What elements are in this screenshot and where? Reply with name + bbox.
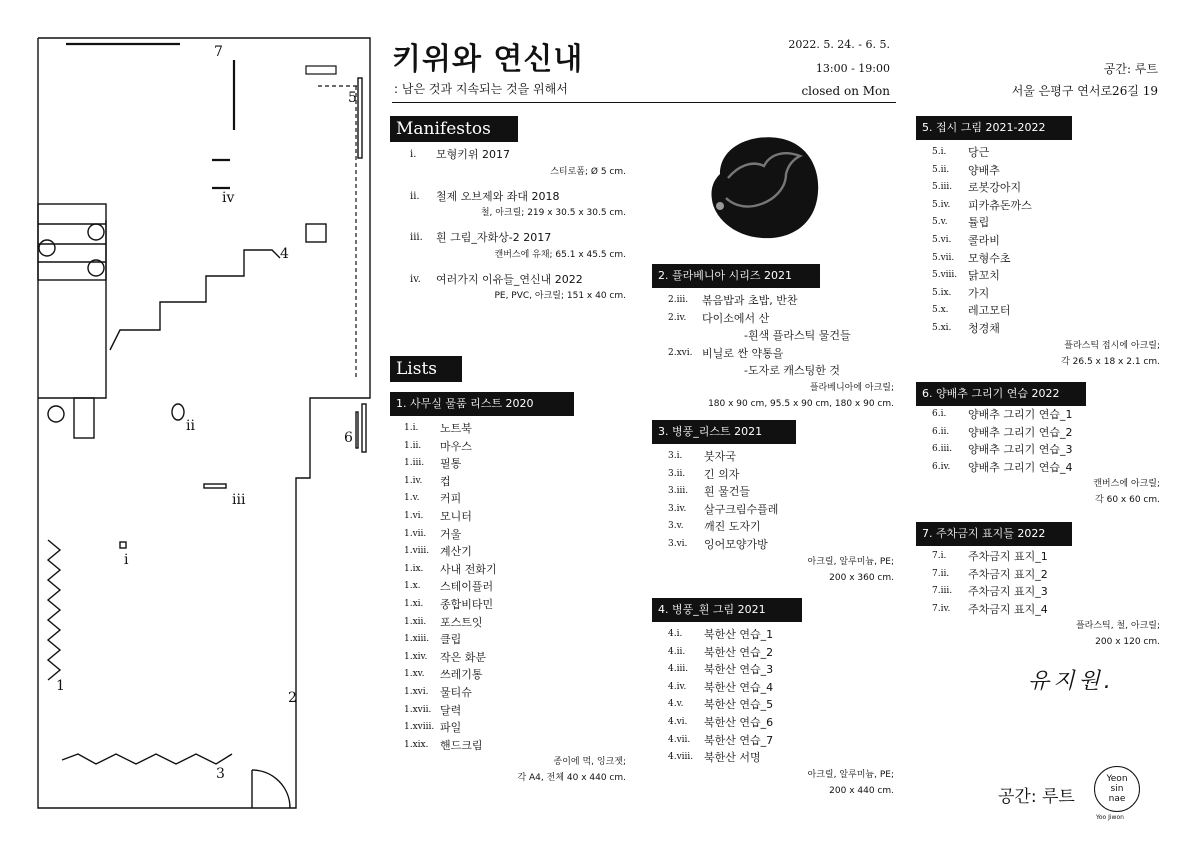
- item-number: 3.vi.: [668, 538, 688, 549]
- floor-label-4: 4: [280, 246, 289, 262]
- floor-plan-inner-wall: [38, 220, 106, 398]
- list-item: [404, 473, 626, 491]
- item-label: 거울: [440, 527, 462, 541]
- item-label: 가지: [968, 286, 990, 300]
- manifesto-title: 흰 그림_자화상-2 2017: [436, 231, 552, 245]
- item-label: 모형수초: [968, 251, 1011, 265]
- item-number: 3.i.: [668, 451, 683, 461]
- list-item: [404, 596, 626, 614]
- list-item: [932, 162, 1160, 180]
- item-label: 쓰레기통: [440, 668, 483, 682]
- item-label: 물티슈: [440, 685, 472, 699]
- floor-label-2: 2: [288, 690, 297, 706]
- list-item: [404, 719, 626, 737]
- manifesto-title: 여러가지 이유들_연신내 2022: [436, 272, 583, 286]
- list-item: [404, 684, 626, 702]
- item-label: 볶음밥과 초밥, 반찬: [702, 294, 798, 307]
- yeonsinnae-logo: [1094, 766, 1140, 812]
- item-label: 작은 화분: [440, 650, 487, 664]
- item-number: 6.iv.: [932, 461, 951, 472]
- section-note-medium: 플라베니아에 아크릴;: [809, 382, 894, 393]
- item-number: 5.x.: [932, 305, 949, 316]
- manifesto-number: iv.: [410, 273, 421, 285]
- section-note-medium: 아크릴, 알루미늄, PE;: [807, 556, 894, 567]
- item-label: 북한산 연습_1: [704, 628, 774, 641]
- section3-heading: 3. 병풍_리스트 2021: [652, 420, 796, 444]
- list-item: [932, 302, 1160, 320]
- floor-label-1: 1: [56, 678, 65, 694]
- item-label: 청경채: [968, 321, 1000, 335]
- manifesto-item: [410, 229, 626, 263]
- list-item: [668, 644, 894, 662]
- floor-label-iii: iii: [232, 492, 246, 508]
- section6-list: [932, 406, 1160, 508]
- list-item: [932, 250, 1160, 268]
- item-number: 1.xix.: [404, 739, 429, 750]
- list-item: [404, 737, 626, 755]
- list-item: [404, 526, 626, 544]
- list-item: [932, 267, 1160, 285]
- floor-label-i: i: [124, 552, 129, 568]
- floor-label-ii: ii: [186, 418, 195, 434]
- section-note-size: 180 x 90 cm, 95.5 x 90 cm, 180 x 90 cm.: [708, 398, 894, 409]
- item-label: 필통: [440, 457, 462, 471]
- item-number: 2.xvi.: [668, 347, 693, 358]
- item-sub-label: -흰색 플라스틱 물건들: [744, 329, 851, 343]
- section-note-size: 각 60 x 60 cm.: [1095, 495, 1160, 506]
- section7-list: [932, 548, 1160, 650]
- item-number: 1.xvi.: [404, 686, 429, 697]
- floor-label-3: 3: [216, 766, 225, 782]
- section2-list: [668, 292, 894, 412]
- item-label: 커피: [440, 492, 462, 506]
- manifesto-row: [410, 146, 626, 164]
- item-number: 1.viii.: [404, 546, 430, 557]
- item-number: 1.ix.: [404, 563, 424, 574]
- manifesto-number: i.: [410, 149, 417, 160]
- section-note-size: 200 x 440 cm.: [829, 785, 894, 796]
- exhibition-subtitle: : 남은 것과 지속되는 것을 위해서: [394, 82, 568, 96]
- floor-label-5: 5: [348, 90, 357, 106]
- lists-heading: Lists: [390, 356, 462, 382]
- section-note-medium: 플라스틱 접시에 아크릴;: [1064, 340, 1160, 351]
- list-item: [932, 214, 1160, 232]
- footer-venue: 공간: 루트: [998, 787, 1075, 807]
- item-number: 6.ii.: [932, 426, 950, 437]
- item-label: 계산기: [440, 545, 472, 559]
- item-number: 1.v.: [404, 493, 420, 504]
- list-item: [932, 197, 1160, 215]
- list-item: [404, 702, 626, 720]
- list-item: [932, 320, 1160, 338]
- item-number: 3.ii.: [668, 468, 686, 479]
- item-label: 양배추 그리기 연습_2: [968, 425, 1073, 439]
- item-label: 노트북: [440, 422, 472, 435]
- manifesto-number: ii.: [410, 190, 420, 202]
- item-label: 닭꼬치: [968, 269, 1000, 283]
- item-label: 주차금지 표지_1: [968, 550, 1048, 563]
- section-note-medium: 캔버스에 아크릴;: [1093, 479, 1160, 490]
- floor-label-6: 6: [344, 430, 353, 446]
- manifesto-item: [410, 146, 626, 180]
- item-label: 마우스: [440, 439, 472, 453]
- item-label: 양배추 그리기 연습_1: [968, 408, 1073, 421]
- item-label: 북한산 연습_3: [704, 663, 774, 677]
- item-label: 피카츄돈까스: [968, 198, 1032, 212]
- list-item: [932, 179, 1160, 197]
- item-label: 양배추 그리기 연습_3: [968, 443, 1073, 457]
- section5-list: [932, 144, 1160, 370]
- list-item: [668, 292, 894, 310]
- list-item: [404, 578, 626, 596]
- list-item: [668, 626, 894, 644]
- venue-address: 서울 은평구 연서로26길 19: [1011, 84, 1158, 98]
- item-number: 1.iii.: [404, 458, 425, 469]
- logo-line-3: nae: [1108, 794, 1126, 804]
- list-item: [932, 566, 1160, 584]
- item-number: 1.vii.: [404, 528, 427, 539]
- item-number: 4.ii.: [668, 646, 686, 657]
- section6-heading: 6. 양배추 그리기 연습 2022: [916, 382, 1086, 406]
- item-number: 7.i.: [932, 551, 947, 561]
- item-number: 2.iv.: [668, 312, 687, 323]
- list-item: [668, 466, 894, 484]
- item-label: 당근: [968, 146, 990, 159]
- section-note-size: 200 x 360 cm.: [829, 572, 894, 583]
- list-item: [932, 441, 1160, 459]
- item-number: 1.x.: [404, 581, 421, 592]
- list-item: [404, 561, 626, 579]
- section2-heading: 2. 플라베니아 시리즈 2021: [652, 264, 820, 288]
- item-label: 튤립: [968, 216, 990, 230]
- item-number: 1.i.: [404, 423, 419, 433]
- item-label: 파일: [440, 721, 462, 735]
- item-number: 4.vi.: [668, 716, 688, 727]
- item-number: 5.xi.: [932, 322, 952, 333]
- manifesto-item: [410, 271, 626, 305]
- item-label: 북한산 연습_4: [704, 680, 774, 694]
- section-note-size: 각 A4, 전체 40 x 440 cm.: [517, 773, 626, 784]
- item-label: 핸드크림: [440, 738, 483, 752]
- item-label: 비닐로 싼 약통을: [702, 346, 784, 360]
- item-label: 잉어모양가방: [704, 537, 768, 551]
- list-item: [404, 455, 626, 473]
- list-item: [404, 614, 626, 632]
- item-number: 1.xiv.: [404, 651, 428, 662]
- item-label: 사내 전화기: [440, 562, 497, 576]
- item-number: 5.iii.: [932, 182, 953, 193]
- list-item: [932, 424, 1160, 442]
- exhibition-dates: 2022. 5. 24. - 6. 5.: [788, 38, 890, 51]
- item-label: 북한산 연습_6: [704, 715, 774, 729]
- item-number: 1.xvii.: [404, 704, 432, 715]
- item-label: 스테이플러: [440, 580, 494, 594]
- list-item: [932, 144, 1160, 162]
- item-label: 클립: [440, 633, 462, 647]
- item-label: 북한산 연습_2: [704, 645, 774, 659]
- manifesto-item: [410, 188, 626, 222]
- item-label: 긴 의자: [704, 467, 740, 481]
- manifesto-title: 철제 오브제와 좌대 2018: [436, 189, 560, 203]
- logo-line-2: sin: [1110, 784, 1124, 794]
- list-item: [668, 345, 894, 363]
- item-label: 흰 물건들: [704, 485, 751, 499]
- manifesto-row: [410, 229, 626, 247]
- section-note-medium: 종이에 먹, 잉크젯;: [553, 757, 626, 768]
- item-label: 로봇강아지: [968, 181, 1022, 195]
- item-label: 포스트잇: [440, 615, 483, 629]
- item-number: 4.iv.: [668, 681, 687, 692]
- section4-list: [668, 626, 894, 799]
- manifesto-row: [410, 188, 626, 206]
- item-label: 모니터: [440, 509, 472, 523]
- item-number: 5.vi.: [932, 234, 952, 245]
- item-number: 3.iv.: [668, 503, 687, 514]
- item-number: 6.i.: [932, 409, 947, 419]
- list-item: [932, 285, 1160, 303]
- list-item: [668, 661, 894, 679]
- item-label: 북한산 연습_7: [704, 733, 774, 747]
- manifesto-title: 모형키위 2017: [436, 148, 510, 161]
- section5-heading: 5. 접시 그림 2021-2022: [916, 116, 1072, 140]
- list-item: [668, 518, 894, 536]
- logo-line-1: Yeon: [1106, 774, 1128, 784]
- list-item: [668, 483, 894, 501]
- item-label: 주차금지 표지_2: [968, 567, 1048, 581]
- item-number: 7.iii.: [932, 586, 953, 597]
- list-item: [404, 438, 626, 456]
- item-number: 1.vi.: [404, 510, 424, 521]
- section7-heading: 7. 주차금지 표지들 2022: [916, 522, 1072, 546]
- item-number: 2.iii.: [668, 295, 689, 305]
- exhibition-hours: 13:00 - 19:00: [815, 62, 890, 75]
- list-item: [668, 501, 894, 519]
- manifestos-list: [410, 146, 626, 312]
- manifesto-number: iii.: [410, 232, 423, 244]
- manifesto-note: 스티로폼; Ø 5 cm.: [550, 166, 626, 177]
- exhibition-title: 키위와 연신내: [392, 42, 584, 77]
- item-number: 4.vii.: [668, 734, 691, 745]
- section1-list: [404, 420, 626, 786]
- floor-plan-walls: [38, 38, 370, 808]
- section-note-size: 각 26.5 x 18 x 2.1 cm.: [1061, 356, 1160, 367]
- manifestos-heading: Manifestos: [390, 116, 518, 142]
- list-item: [668, 448, 894, 466]
- item-number: 1.ii.: [404, 440, 422, 451]
- list-item: [932, 459, 1160, 477]
- section3-list: [668, 448, 894, 586]
- list-item: [932, 406, 1160, 424]
- item-label: 주차금지 표지_4: [968, 602, 1048, 616]
- list-item: [932, 601, 1160, 619]
- list-item: [668, 696, 894, 714]
- item-label: 컵: [440, 474, 451, 488]
- item-label: 콜라비: [968, 233, 1000, 247]
- list-item: [404, 490, 626, 508]
- item-number: 3.iii.: [668, 486, 689, 497]
- logo-caption: Yoo Jiwon: [1096, 814, 1124, 821]
- item-number: 1.xiii.: [404, 634, 430, 645]
- list-item: [932, 232, 1160, 250]
- item-number: 4.iii.: [668, 664, 689, 675]
- item-label: 다이소에서 산: [702, 311, 770, 325]
- list-item: [668, 714, 894, 732]
- item-label: 양배추: [968, 163, 1000, 177]
- manifesto-note: PE, PVC, 아크릴; 151 x 40 cm.: [494, 291, 626, 302]
- artist-signature: 유지원.: [1028, 669, 1115, 694]
- list-item: [668, 749, 894, 767]
- item-number: 5.viii.: [932, 270, 958, 281]
- section-note-medium: 플라스틱, 철, 아크릴;: [1075, 621, 1160, 632]
- header-divider: [392, 102, 896, 103]
- item-number: 1.xi.: [404, 598, 424, 609]
- section-note-size: 200 x 120 cm.: [1095, 637, 1160, 648]
- item-number: 5.vii.: [932, 252, 955, 263]
- item-label: 레고모터: [968, 304, 1011, 318]
- list-item: [404, 666, 626, 684]
- section1-heading: 1. 사무실 물품 리스트 2020: [390, 392, 574, 416]
- list-item: [404, 631, 626, 649]
- item-sub-label: -도자로 캐스팅한 것: [744, 364, 840, 378]
- floor-label-7: 7: [214, 44, 223, 60]
- item-label: 주차금지 표지_3: [968, 585, 1048, 599]
- item-number: 3.v.: [668, 521, 684, 532]
- item-label: 살구크림수플레: [704, 502, 779, 516]
- item-number: 1.xviii.: [404, 722, 435, 733]
- section4-heading: 4. 병풍_흰 그림 2021: [652, 598, 802, 622]
- item-number: 1.xv.: [404, 669, 425, 680]
- item-label: 북한산 서명: [704, 751, 761, 765]
- item-label: 양배추 그리기 연습_4: [968, 460, 1073, 474]
- item-number: 5.v.: [932, 217, 948, 228]
- list-item: [668, 679, 894, 697]
- item-label: 달력: [440, 703, 462, 717]
- manifesto-note: 캔버스에 유채; 65.1 x 45.5 cm.: [494, 249, 626, 260]
- list-item: [404, 649, 626, 667]
- item-number: 4.v.: [668, 699, 684, 710]
- item-label: 종합비타민: [440, 597, 494, 611]
- list-item: [404, 543, 626, 561]
- bird-drawing: [704, 130, 822, 242]
- item-number: 7.ii.: [932, 568, 950, 579]
- list-item: [668, 310, 894, 328]
- item-number: 5.iv.: [932, 199, 951, 210]
- item-number: 1.iv.: [404, 475, 423, 486]
- item-number: 6.iii.: [932, 444, 953, 455]
- section-note-medium: 아크릴, 알루미늄, PE;: [807, 769, 894, 780]
- closed-day: closed on Mon: [801, 84, 890, 98]
- item-label: 북한산 연습_5: [704, 698, 774, 712]
- item-number: 1.xii.: [404, 616, 427, 627]
- item-number: 7.iv.: [932, 603, 951, 614]
- manifesto-note: 철, 아크릴; 219 x 30.5 x 30.5 cm.: [480, 208, 626, 219]
- list-item: [404, 420, 626, 438]
- item-number: 4.viii.: [668, 752, 694, 763]
- item-label: 깨진 도자기: [704, 520, 761, 534]
- list-item: [404, 508, 626, 526]
- list-item: [932, 548, 1160, 566]
- list-item: [668, 732, 894, 750]
- list-item: [932, 583, 1160, 601]
- item-number: 4.i.: [668, 629, 683, 639]
- item-label: 붓자국: [704, 450, 736, 463]
- manifesto-row: [410, 271, 626, 289]
- item-number: 5.i.: [932, 147, 947, 157]
- venue-name: 공간: 루트: [1103, 62, 1158, 76]
- list-item: [668, 536, 894, 554]
- item-number: 5.ii.: [932, 164, 950, 175]
- item-number: 5.ix.: [932, 287, 952, 298]
- floor-label-iv: iv: [222, 190, 235, 206]
